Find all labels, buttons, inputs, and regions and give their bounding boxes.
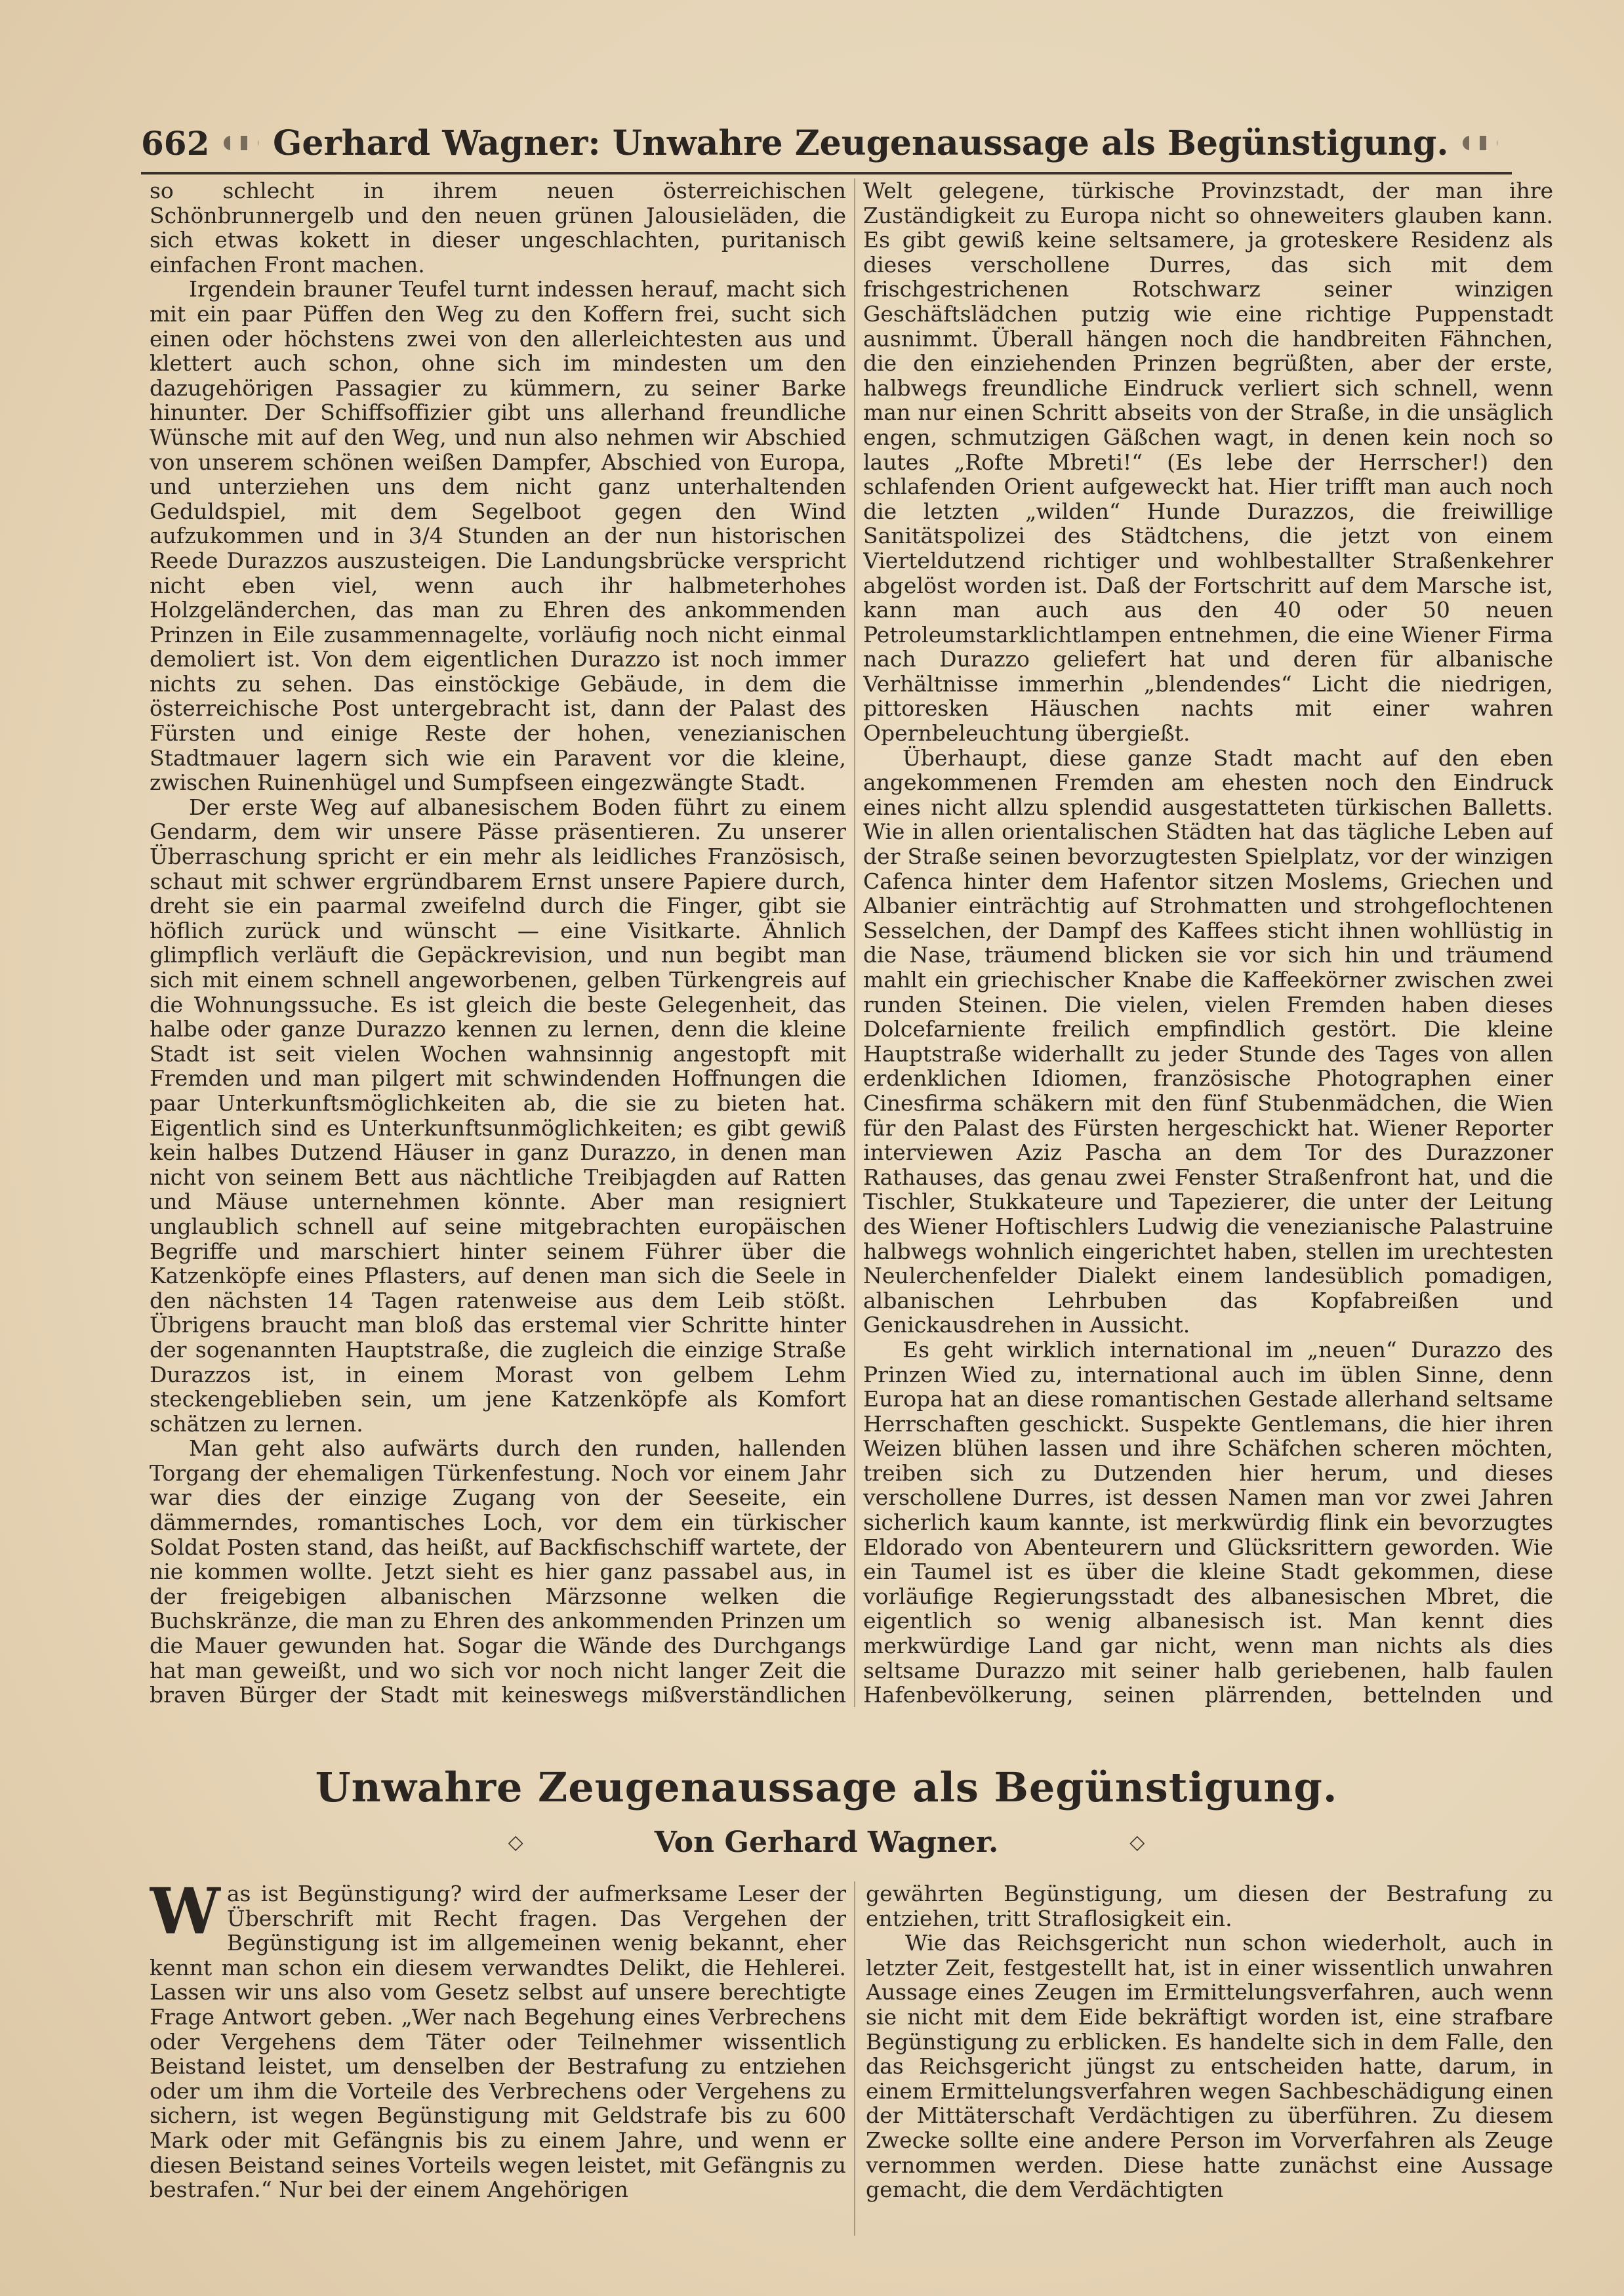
article-left-column — [150, 1881, 846, 2236]
article-title: Unwahre Zeugenaussage als Begünstigung. — [315, 1763, 1338, 1811]
durazzo-article-left-column — [150, 178, 846, 1707]
paragraph — [150, 1881, 846, 2202]
header-rule — [141, 172, 1512, 174]
byline-row — [141, 1822, 1512, 1862]
paragraph: Es geht wirklich international im „neuen“ Durazzo des Prinzen Wied zu, international auch im üblen Sinne, denn Europa hat an diese romantischen Gestade allerhand seltsame Herrschaften geschickt. Suspekte Gentlemans, die hier ihren Weizen blühen lassen und ihre Schäfchen scheren möchten, treiben sich zu Dutzenden hier herum, und dieses verschollene Durres, ist dessen Namen man vor zwei Jahren sicherlich kaum kannte, ist merkwürdig flink ein bevorzugtes Eldorado von Abenteurern und Glücksrittern geworden. Wie ein Taumel ist es über die kleine Stadt gekommen, diese vorläufige Regierungsstadt des albanesischen Mbret, die eigentlich so wenig albanesisch ist. Man kennt dies merkwürdige Land gar nicht, wenn man nichts als dies seltsame Durazzo mit seiner halb geriebenen, halb faulen Hafenbevölkerung, seinen plärrenden, bettelnden und — [863, 1336, 1553, 1707]
diamond-ornament-icon: ◇ — [508, 1830, 523, 1854]
paragraph: Überhaupt, diese ganze Stadt macht auf den eben angekommenen Fremden am ehesten noch den Eindruck eines nicht allzu splendid ausgestatteten türkischen Balletts. Wie in allen orientalischen Städten hat das tägliche Leben auf der Straße seinen bevorzugtesten Spielplatz, vor der winzigen Cafenca hinter dem Hafentor sitzen Moslems, Griechen und Albanier einträchtig auf Strohmatten und strohgeflochtenen Sesselchen, der Dampf des Kaffees sticht ihnen wohllüstig in die Nase, träumend blicken sie vor sich hin und träumend mahlt ein griechischer Knabe die Kaffeekörner zwischen zwei runden Steinen. Die vielen, vielen Fremden haben dieses Dolcefarniente freilich empfindlich gestört. Die kleine Hauptstraße widerhallt zu jeder Stunde des Tages von allen erdenklichen Idiomen, französische Photographen einer Cinesfirma schäkern mit den fünf Stubenmädchen, die Wien für den Palast des Fürsten hergeschickt hat. Wiener Reporter interviewen Aziz Pascha an dem Tor des Durazzoner Rathauses, das genau zwei Fenster Straßenfront hat, und die Tischler, Stukkateure und Tapezierer, die unter der Leitung des Wiener Hoftischlers Ludwig die venezianische Palastruine halbwegs wohnlich eingerichtet haben, stellen im urechtesten Neulerchenfelder Dialekt einem landesüblich pomadigen, albanischen Lehrbuben das Kopfabreißen und Genickausdrehen in Aussicht. — [863, 745, 1553, 1338]
article-right-column — [866, 1881, 1553, 2236]
running-head: Gerhard Wagner: Unwahre Zeugenaussage als Begünstigung. — [272, 123, 1449, 163]
diamond-ornament-icon: ◇ — [1129, 1830, 1145, 1854]
paragraph: Wie das Reichsgericht nun schon wiederholt, auch in letzter Zeit, festgestellt hat, ist in einer wissentlich unwahren Aussage eines Zeugen im Ermittelungsverfahren, auch wenn sie nicht mit dem Eide bekräftigt worden ist, eine strafbare Begünstigung zu erblicken. Es handelte sich in dem Falle, den das Reichsgericht jüngst zu entscheiden hatte, darum, in einem Ermittelungsverfahren wegen Sachbeschädigung einen der Mittäterschaft Verdächtigen zu überführen. Zu diesem Zwecke sollte eine andere Person im Vorverfahren als Zeuge vernommen werden. Diese hatte zunächst eine Aussage gemacht, die dem Verdächtigten — [866, 1930, 1553, 2203]
paragraph: gewährten Begünstigung, um diesen der Bestrafung zu entziehen, tritt Straflosigkeit ein. — [866, 1881, 1553, 1931]
header-ornament-right — [1463, 136, 1497, 150]
header-ornament-left — [224, 136, 258, 150]
paragraph-text: as ist Begünstigung? wird der aufmerksame Leser der Überschrift mit Recht fragen. Das Vergehen der Begünstigung ist im allgemeinen wenig bekannt, eher kennt man schon ein diesem verwandtes Delikt, die Hehlerei. Lassen wir uns also vom Gesetz selbst auf unsere berechtigte Frage Antwort geben. „Wer nach Begehung eines Verbrechens oder Vergehens dem Täter oder Teilnehmer wissentlich Beistand leistet, um denselben der Bestrafung zu entziehen oder um ihm die Vorteile des Verbrechens oder Vergehens zu sichern, ist wegen Begünstigung mit Geldstrafe bis zu 600 Mark oder mit Gefängnis bis zu einem Jahre, und wenn er diesen Beistand seines Vorteils wegen leistet, mit Gefängnis zu bestrafen.“ Nur bei der einem Angehörigen — [150, 1881, 846, 2203]
byline: Von Gerhard Wagner. — [654, 1825, 999, 1859]
page-header — [141, 117, 1512, 169]
paragraph: so schlecht in ihrem neuen österreichischen Schönbrunnergelb und den neuen grünen Jalousieläden, die sich etwas kokett in dieser ungeschlachten, puritanisch einfachen Front machen. — [150, 178, 846, 277]
paragraph: Irgendein brauner Teufel turnt indessen herauf, macht sich mit ein paar Püffen den Weg zu den Koffern frei, sucht sich einen oder höchstens zwei von den allerleichtesten aus und klettert auch schon, ohne sich im mindesten um den dazugehörigen Passagier zu kümmern, zu seiner Barke hinunter. Der Schiffsoffizier gibt uns allerhand freundliche Wünsche mit auf den Weg, und nun also nehmen wir Abschied von unserem schönen weißen Dampfer, Abschied von Europa, und unterziehen uns dem nicht ganz unterhaltenden Geduldspiel, mit dem Segelboot gegen den Wind aufzukommen und in 3/4 Stunden an der nun historischen Reede Durazzos auszusteigen. Die Landungsbrücke verspricht nicht eben viel, wenn auch ihr halbmeterhohes Holzgeländerchen, das man zu Ehren des ankommenden Prinzen in Eile zusammennagelte, vorläufig noch nicht einmal demoliert ist. Von dem eigentlichen Durazzo ist noch immer nichts zu sehen. Das einstöckige Gebäude, in dem die österreichische Post untergebracht ist, dann der Palast des Fürsten und einige Reste der hohen, venezianischen Stadtmauer lagern sich wie ein Paravent vor die kleine, zwischen Ruinenhügel und Sumpfseen eingezwängte Stadt. — [150, 276, 846, 796]
paragraph: Welt gelegene, türkische Provinzstadt, der man ihre Zuständigkeit zu Europa nicht so ohneweiters glauben kann. Es gibt gewiß keine seltsamere, ja groteskere Residenz als dieses verschollene Durres, das sich mit dem frischgestrichenen Rotschwarz seiner winzigen Geschäftslädchen putzig wie eine richtige Puppenstadt ausnimmt. Überall hängen noch die handbreiten Fähnchen, die den einziehenden Prinzen begrüßten, aber der erste, halbwegs freundliche Eindruck verliert sich schnell, wenn man nur einen Schritt abseits von der Straße, in die unsäglich engen, schmutzigen Gäßchen wagt, in denen kein noch so lautes „Rofte Mbreti!“ (Es lebe der Herrscher!) den schlafenden Orient aufgeweckt hat. Hier trifft man auch noch die letzten „wilden“ Hunde Durazzos, die freiwillige Sanitätspolizei des Städtchens, die jetzt von einem Vierteldutzend richtiger und wohlbestallter Straßenkehrer abgelöst worden ist. Daß der Fortschritt auf dem Marsche ist, kann man auch aus den 40 oder 50 neuen Petroleumstarklichtlampen entnehmen, die eine Wiener Firma nach Durazzo geliefert hat und deren für albanische Verhältnisse immerhin „blendendes“ Licht die niedrigen, pittoresken Häuschen nachts mit einer wahren Opernbeleuchtung übergießt. — [863, 178, 1553, 747]
durazzo-article-right-column — [863, 178, 1553, 1707]
drop-cap: W — [150, 1881, 220, 1948]
paragraph: Man geht also aufwärts durch den runden, hallenden Torgang der ehemaligen Türkenfestung. Noch vor einem Jahr war dies der einzige Zugang von der Seeseite, ein dämmerndes, romantisches Loch, vor dem ein türkischer Soldat Posten stand, das heißt, auf Backfischschiff wartete, der nie kommen wollte. Jetzt sieht es hier ganz passabel aus, in der freigebigen albanischen Märzsonne welken die Buchskränze, die man zu Ehren des ankommenden Prinzen um die Mauer gewunden hat. Sogar die Wände des Durchgangs hat man geweißt, und wo sich vor noch nicht langer Zeit die braven Bürger der Stadt mit keineswegs mißverständlichen — [150, 1435, 846, 1707]
page-number: 662 — [141, 123, 210, 163]
column-divider — [854, 1881, 855, 2236]
column-divider — [854, 178, 855, 1707]
paragraph: Der erste Weg auf albanesischem Boden führt zu einem Gendarm, dem wir unsere Pässe präsentieren. Zu unserer Überraschung spricht er ein mehr als leidliches Französisch, schaut mit schwer ergründbarem Ernst unsere Papiere durch, dreht sie ein paarmal zweifelnd durch die Finger, gibt sie höflich zurück und wünscht — eine Visitkarte. Ähnlich glimpflich verläuft die Gepäckrevision, und nun begibt man sich mit einem schnell angeworbenen, gelben Türkengreis auf die Wohnungssuche. Es ist gleich die beste Gelegenheit, das halbe oder ganze Durazzo kennen zu lernen, denn die kleine Stadt ist seit vielen Wochen wahnsinnig angestopft mit Fremden und man pilgert mit schwindenden Hoffnungen die paar Unterkunftsmöglichkeiten ab, die sie zu bieten hat. Eigentlich sind es Unterkunftsunmöglichkeiten; es gibt gewiß kein halbes Dutzend Häuser in ganz Durazzo, in denen man nicht von seinem Bett aus nächtliche Treibjagden auf Ratten und Mäuse unternehmen könnte. Aber man resigniert unglaublich schnell auf seine mitgebrachten europäischen Begriffe und marschiert hinter seinem Führer über die Katzenköpfe eines Pflasters, auf denen man sich die Seele in den nächsten 14 Tagen ratenweise aus dem Leib stößt. Übrigens braucht man bloß das erstemal vier Schritte hinter der sogenannten Hauptstraße, die zugleich die einzige Straße Durazzos ist, in einem Morast von gelbem Lehm steckengeblieben sein, um jene Katzenköpfe als Komfort schätzen zu lernen. — [150, 794, 846, 1437]
